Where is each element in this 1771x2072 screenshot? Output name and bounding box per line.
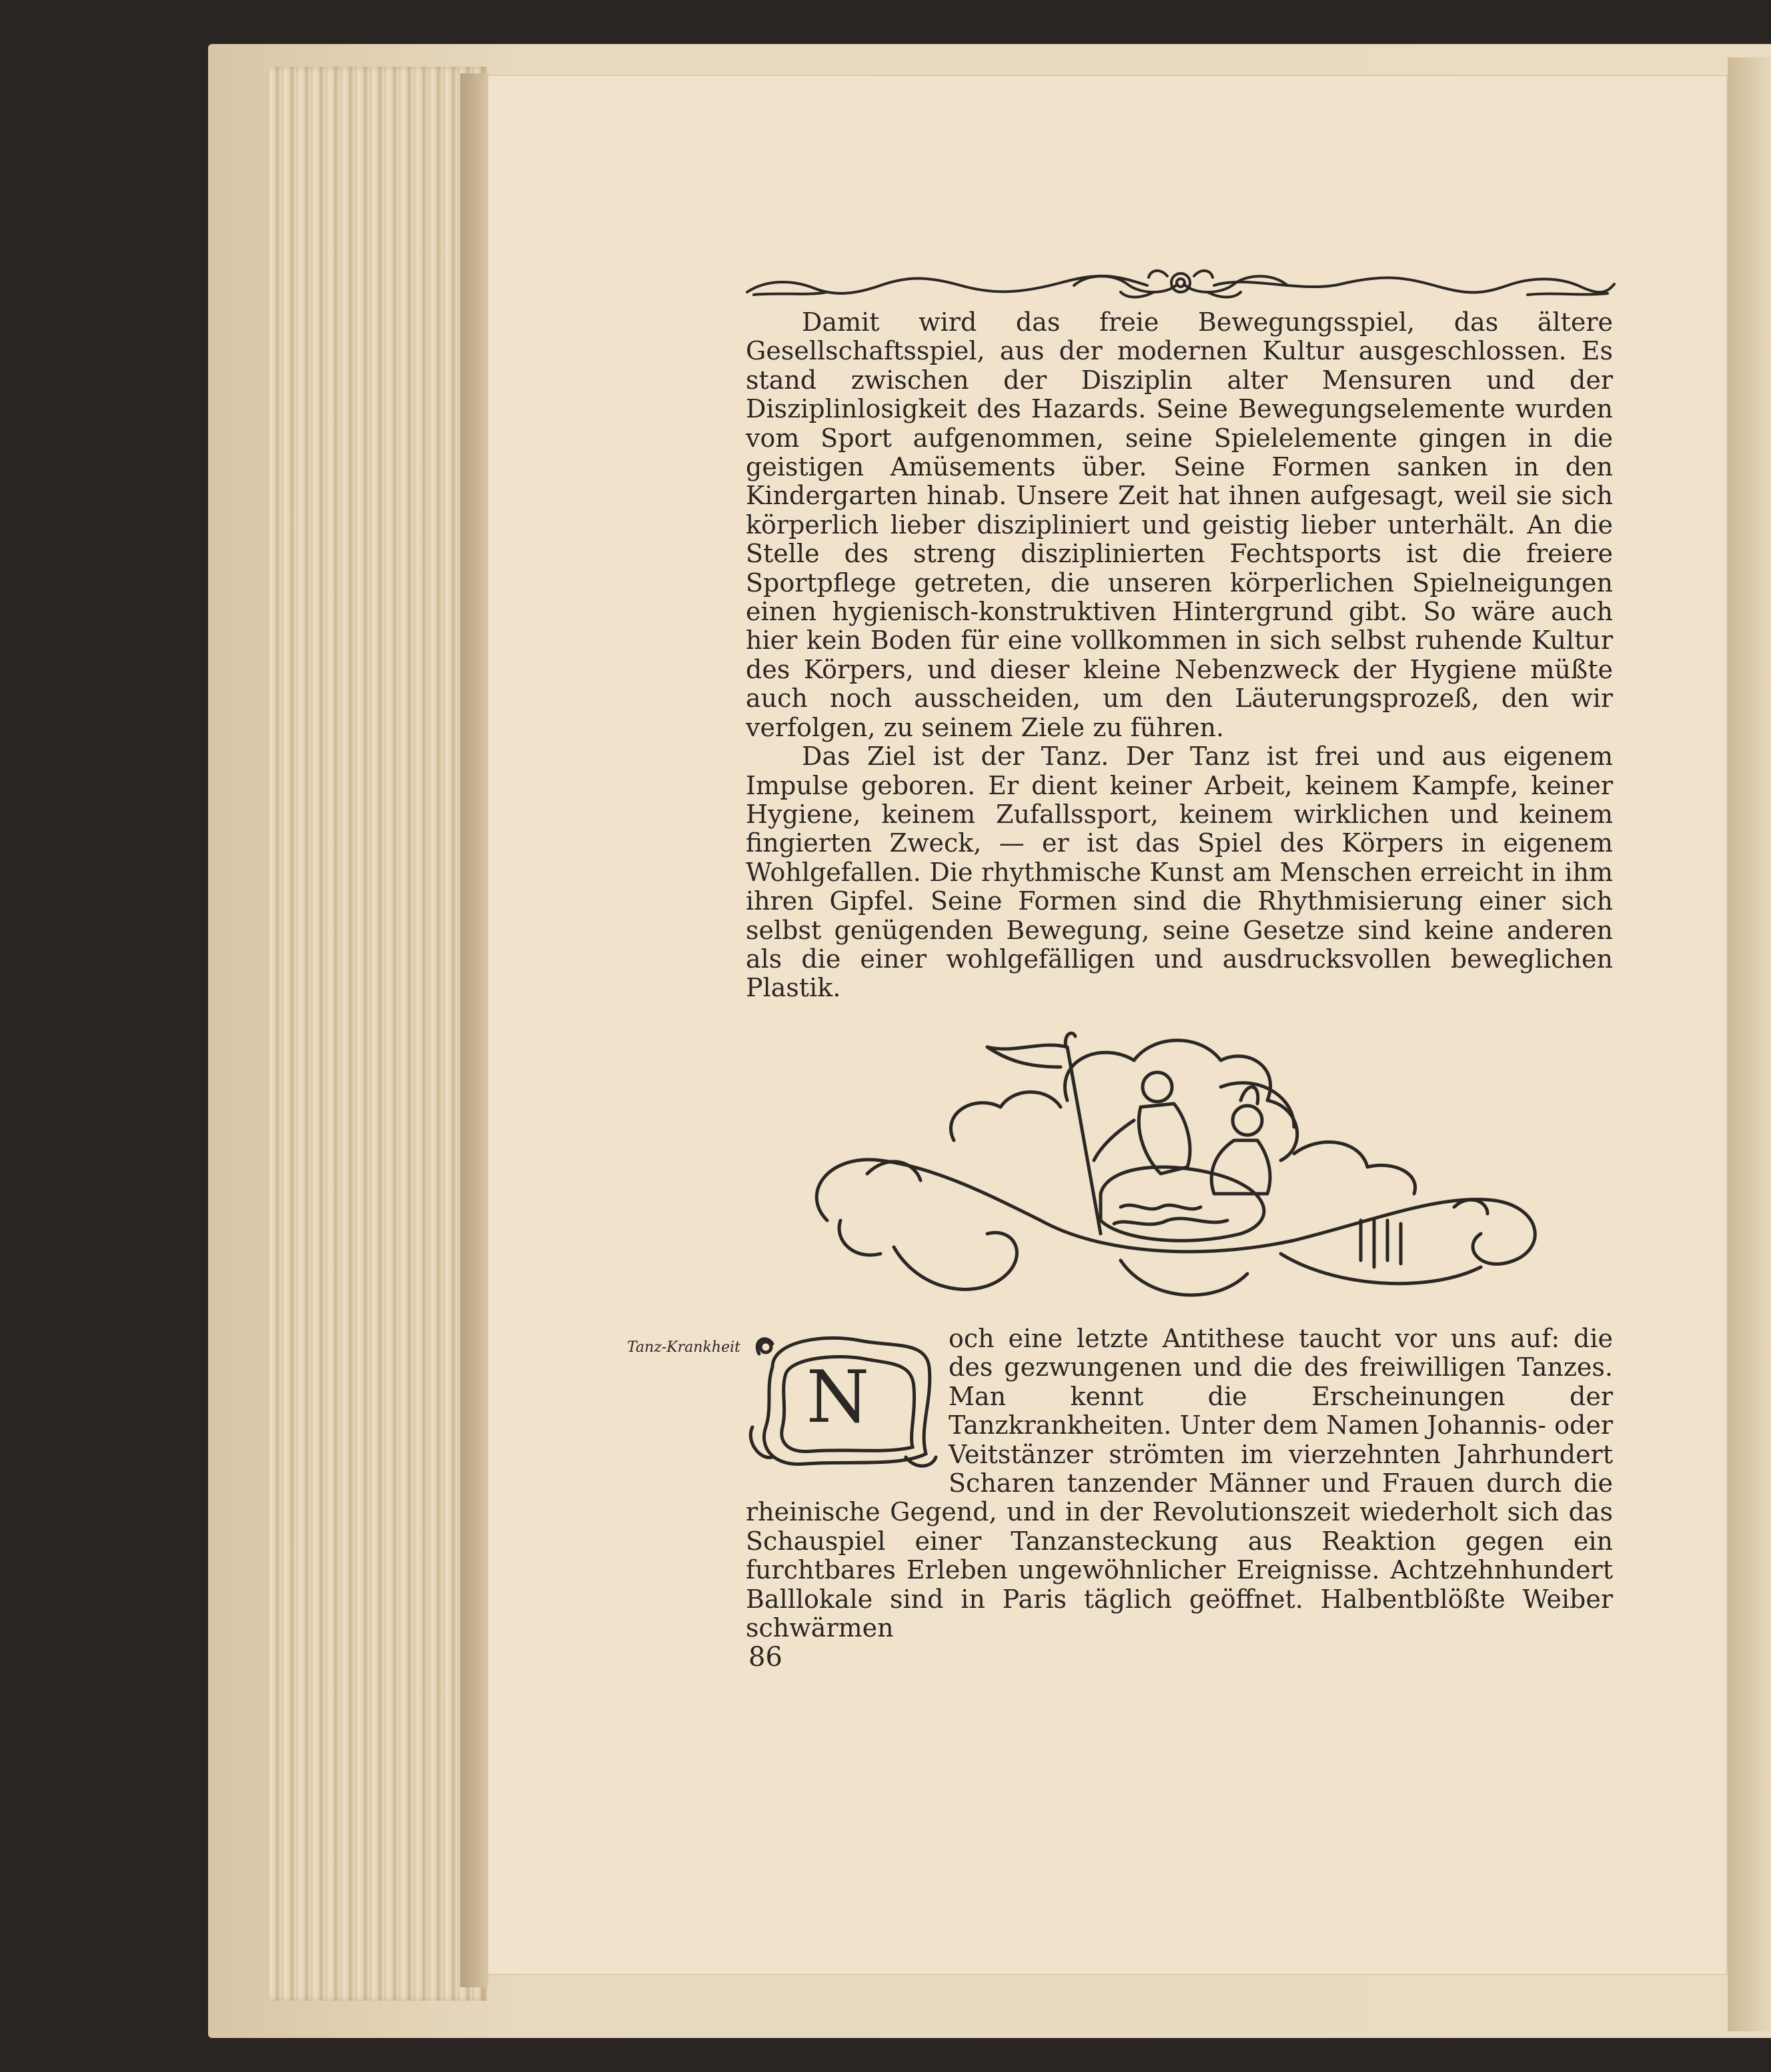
paragraph-3: och eine letzte Antithese taucht vor uns auf: die des gezwungenen und die des freiwilligen Tanzes. Man kennt die Erscheinungen der Tanzkrankheiten. Unter dem Namen Johannis- oder Veitstänzer strömten im vierzehnten Jahrhundert Scharen tanzender Männer und Frauen durch die rheinische Gegend, und in der Revolutionszeit wiederholt sich das Schauspiel einer Tanzansteckung aus Reaktion gegen ein furchtbares Erleben ungewöhnlicher Ereignisse. Achtzehnhundert Balllokale sind in Paris täglich geöffnet. Halbentblößte Weiber schwärmen bbox=[746, 1324, 1613, 1643]
page-gutter bbox=[460, 73, 488, 1987]
facing-page-edge bbox=[1728, 57, 1771, 2031]
body-text-top bbox=[746, 308, 1613, 1003]
paragraph-1: Damit wird das freie Bewegungsspiel, das ältere Gesellschaftsspiel, aus der modernen Kultur ausgeschlossen. Es stand zwischen der Disziplin alter Mensuren und der Disziplinlosigkeit des Hazards. Seine Bewegungselemente wurden vom Sport aufgenommen, seine Spielelemente gingen in die geistigen Amüsements über. Seine Formen sanken in den Kindergarten hinab. Unsere Zeit hat ihnen aufgesagt, weil sie sich körperlich lieber diszipliniert und geistig lieber unterhält. An die Stelle des streng disziplinierten Fechtsports ist die freiere Sportpflege getreten, die unseren körperlichen Spielneigungen einen hygienisch-konstruktiven Hintergrund gibt. So wäre auch hier kein Boden für eine vollkommen in sich selbst ruhende Kultur des Körpers, und dieser kleine Nebenzweck der Hygiene müßte auch noch ausscheiden, um den Läuterungsprozeß, den wir verfolgen, zu seinem Ziele zu führen. bbox=[746, 307, 1613, 742]
dancing-couple-vignette bbox=[787, 1020, 1554, 1320]
page-number: 86 bbox=[748, 1642, 782, 1673]
page-edges bbox=[267, 67, 487, 2001]
paragraph-2: Das Ziel ist der Tanz. Der Tanz ist frei und aus eigenem Impulse geboren. Er dient keiner Arbeit, keinem Kampfe, keiner Hygiene, keinem Zufallssport, keinem wirklichen und keinem fingierten Zweck, — er ist das Spiel des Körpers in eigenem Wohlgefallen. Die rhythmische Kunst am Menschen erreicht in ihm ihren Gipfel. Seine Formen sind die Rhythmisierung einer sich selbst genügenden Bewegung, seine Gesetze sind keine anderen als die einer wohlgefälligen und ausdrucksvollen beweglichen Plastik. bbox=[746, 742, 1613, 1003]
body-text-bottom bbox=[746, 1324, 1613, 1643]
initial-letter: N bbox=[806, 1356, 870, 1439]
margin-note: Tanz-Krankheit bbox=[627, 1339, 740, 1356]
decorated-initial bbox=[746, 1327, 939, 1472]
ornamental-headpiece bbox=[740, 265, 1621, 305]
